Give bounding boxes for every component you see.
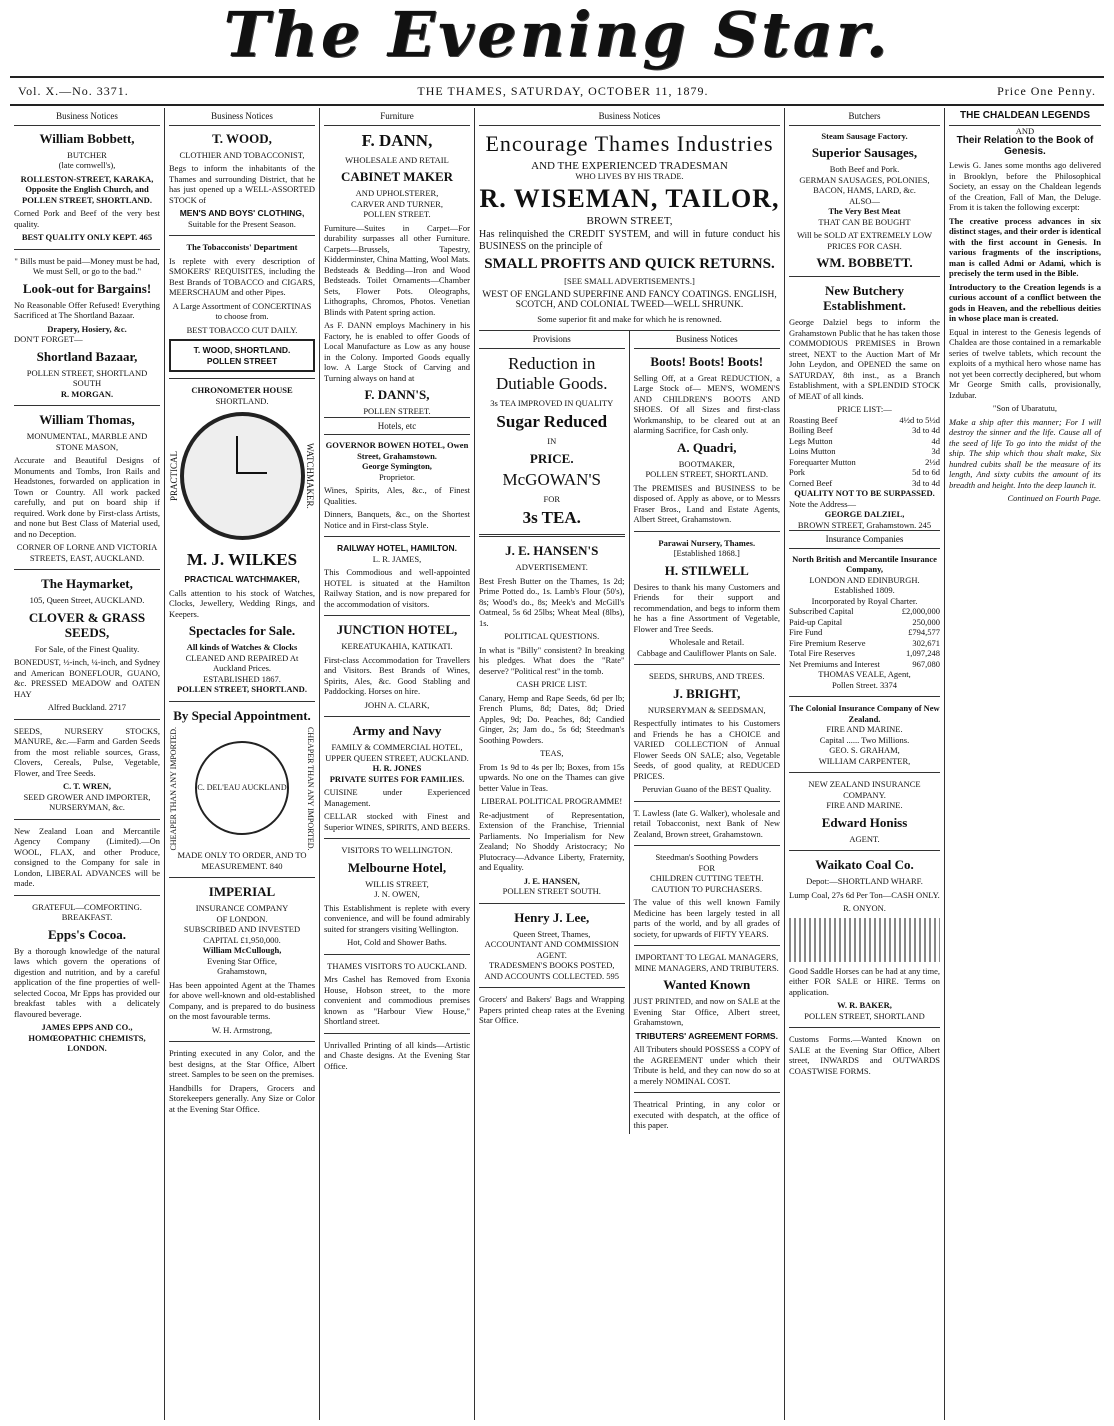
buckland: Alfred Buckland. 2717 [47,702,127,712]
section-header: Business Notices [169,108,315,126]
dann-pollen: POLLEN STREET. [363,209,431,219]
subscribed: SUBSCRIBED AND INVESTED [183,924,301,935]
cellar: CELLAR stocked with Finest and Superior WINES, SPIRITS, AND BEERS. [324,811,471,832]
tributers-body: All Tributers should POSSESS a COPY of the AGREEMENT under which their Tribute is held, and they can now do so at a merely NOMINAL COST. [633,1044,780,1086]
lump-coal: Lump Coal, 27s 6d Per Ton—CASH ONLY. [789,889,940,900]
imperial: IMPERIAL [208,884,276,900]
wilkes-body: Calls attention to his stock of Watches, Clocks, Jewellery, Wedding Rings, and Keepers. [169,587,315,619]
seeds-ad: SEEDS, NURSERY STOCKS, MANURE, &c.—Farm and Garden Seeds from the most reliable sources, Grass, Clovers, Cereals, Pulse, Vegetable, Flower, and Tree Seeds. [14,725,160,778]
est1868: [Established 1868.] [673,548,740,558]
peruvian: Peruvian Guano of the BEST Quality. [642,784,772,794]
army-address: UPPER QUEEN STREET, AUCKLAND. [325,752,469,763]
cash-body: Canary, Hemp and Rape Seeds, 6d per lb; French Plums, 8d; Dates, 8d; Dried Apples, 9d; Do. Peaches, 8d; Candied Ginger, 2s; Jam do., 5s 6d; Steedman's Soothing Powders. [479,692,625,745]
parawai: Parawai Nursery, Thames. [658,537,756,548]
capital-row [789,617,940,628]
army-sub: FAMILY & COMMERCIAL HOTEL, [331,742,463,752]
superior-sausages: Superior Sausages, [811,145,918,160]
capital: CAPITAL £1,950,000. [203,934,281,945]
business-subcolumn [630,331,781,1134]
capital-row-label: Total Fire Reserves [789,648,855,658]
tributers: TRIBUTERS' AGREEMENT FORMS. [635,1030,778,1041]
thomas-address: CORNER OF LORNE AND VICTORIA STREETS, EAST, AUCKLAND. [16,542,158,563]
quadri: A. Quadri, [676,439,737,455]
superior-fit: Some superior fit and make for which he is renowned. [537,313,722,324]
army-navy: Army and Navy [352,723,442,738]
insurance-header: Insurance Companies [789,530,940,549]
price-row [789,457,940,468]
business-header: Business Notices [634,331,781,349]
dann-body2: As F. DANN employs Machinery in his Factory, he is enabled to offer Goods of Local Manufacture as Low as any house in the Colony. Imported Goods equally low. A Large Stock of Carving and Turning always on hand at [324,320,470,383]
capital-row [789,606,940,617]
colonial: The Colonial Insurance Company of New Zealand. [789,703,940,724]
kerer: KEREATUKAHIA, KATIKATI. [341,641,453,651]
mcgowans: McGOWAN'S [502,469,601,489]
column-4 [475,108,785,1420]
wood-body: Begs to inform the inhabitants of the Thames and surrounding District, that he has just opened up a WELL-ASSORTED STOCK of [169,163,315,205]
capital-row-label: Subscribed Capital [789,606,854,616]
dann-name: F. DANN, [361,130,433,150]
mccullough: William McCullough, [202,945,282,956]
honiss: Edward Honiss [821,814,908,830]
proprietor-1: Proprietor. [378,471,416,482]
capital-row [789,627,940,638]
made-to-order: MADE ONLY TO ORDER, AND TO MEASUREMENT. 840 [177,850,307,871]
wiseman-body: Has relinquished the CREDIT SYSTEM, and will in future conduct his BUSINESS on the principle of [479,229,780,252]
chrono-sub: SHORTLAND. [215,395,269,406]
haymarket-address: 105, Queen Street, AUCKLAND. [29,595,145,605]
chaldean-subtitle: Their Relation to the Book of Genesis. [956,135,1094,157]
thomas-trade: MONUMENTAL, MARBLE AND STONE MASON, [26,431,148,452]
dann-sub: WHOLESALE AND RETAIL [345,154,449,165]
who-lives: WHO LIVES BY HIS TRADE. [575,171,684,181]
cabbage: Cabbage and Cauliflower Plants on Sale. [637,647,777,658]
dont-forget: DON'T FORGET— [14,334,83,344]
continued: Continued on Fourth Page. [1007,493,1101,503]
pollen-south: POLLEN STREET SOUTH. [502,886,601,896]
railway-hotel: RAILWAY HOTEL, HAMILTON. [336,543,458,553]
cuisine: CUISINE under Experienced Management. [324,787,470,808]
dinners: Dinners, Banquets, &c., on the Shortest Notice and in First-class Style. [324,509,470,530]
nurseryman: NURSERYMAN & SEEDSMAN, [647,704,766,715]
bazaar-address: POLLEN STREET, SHORTLAND SOUTH [26,367,148,388]
handbills-ad: Handbills for Drapers, Grocers and Storekeepers generally. Any Size or Color at the Evening Star Office. [169,1082,315,1114]
owen: J. N. OWEN, [374,889,420,899]
for: FOR [543,493,561,504]
wood-trade: CLOTHIER AND TOBACCONIST, [179,149,305,160]
capital-rows [789,606,940,669]
danns-address: POLLEN STREET. [363,406,431,416]
capital-row-value: £794,577 [908,627,940,637]
cabinet-maker: CABINET MAKER [340,169,454,184]
price-row-value: 3d [931,446,940,456]
price-rows [789,415,940,489]
watch-illustration [180,412,305,540]
quadri-address: POLLEN STREET, SHORTLAND. [645,469,769,479]
capital-row [789,638,940,649]
london-edin: LONDON AND EDINBURGH. [809,574,920,585]
chrono-house: CHRONOMETER HOUSE [191,385,293,395]
cash-list: CASH PRICE LIST. [516,679,587,689]
section-header: Business Notices [14,108,160,126]
nz-insurance: NEW ZEALAND INSURANCE COMPANY. [808,779,921,800]
james: L. R. JAMES, [372,553,422,564]
cheaper-right: CHEAPER THAN ANY IMPORTED. [306,726,315,851]
all-kinds: All kinds of Watches & Clocks [186,642,298,652]
wren-trade: SEED GROWER AND IMPORTER, NURSERYMAN, &c. [23,791,151,812]
quality: QUALITY NOT TO BE SURPASSED. [794,488,935,498]
evening-star-office: Evening Star Office, [207,955,277,966]
steedman-body: The value of this well known Family Medicine has been largely tested in all parts of the world, and by all grades of society, for upwards of FIFTY YEARS. [633,897,780,939]
chaldean-and: AND [1015,125,1035,136]
bonedust: BONEDUST, ½-inch, ¼-inch, and Sydney and American BONEFLOUR, GUANO, &c. PRESSED MEADOW and OATEN HAY [14,657,160,699]
brown-street: BROWN STREET, [586,214,673,227]
provisions-header: Provisions [479,331,625,349]
grahamstown: Grahamstown, [217,966,267,977]
wood-box [169,339,315,372]
onyon: R. ONYON. [843,903,886,913]
price-row-value: 3d to 4d [912,477,940,488]
epps-footer: JAMES EPPS AND CO., HOMŒOPATHIC CHEMISTS, LONDON. [28,1022,146,1053]
price-list: PRICE LIST:— [837,404,892,414]
german: GERMAN SAUSAGES, POLONIES, [799,174,930,185]
of-london: OF LONDON. [216,913,268,924]
price-row-value: 5d to 6d [912,467,940,477]
agent: AGENT. [849,833,880,844]
dalziel-address: BROWN STREET, Grahamstown. 245 [797,519,932,530]
carpenter: WILLIAM CARPENTER, [818,755,911,766]
epps-heading: Epps's Cocoa. [47,926,127,942]
customs: Customs Forms.—Wanted Known on SALE at the Evening Star Office, Albert street, INWARDS and OUTWARDS COASTWISE FORMS. [789,1034,940,1076]
clover-sub: For Sale, of the Finest Quality. [34,643,140,654]
waikato-coal: Waikato Coal Co. [815,857,914,872]
price-row-label: Corned Beef [789,477,833,488]
wilkes-address: POLLEN STREET, SHORTLAND. [177,684,307,694]
reduction: Reduction in Dutiable Goods. [496,353,608,393]
clark: JOHN A. CLARK, [364,699,430,710]
column-1 [10,108,165,1420]
capital-row-value: 1,097,248 [906,648,940,658]
thomas-body: Accurate and Beautiful Designs of Monuments and Tombs, Iron Rails and Headstones, forwarded on application in Town or Country. All work packed carefully, and put on board ship if required. Work done by First-class Artists, and none but Best Class of Material used, and no Deception. [14,455,160,539]
price: Price One Penny. [997,83,1096,98]
sugar-reduced: Sugar Reduced [496,412,608,431]
price-row-value: 4½d to 5½d [899,414,940,425]
governor-bowen: GOVERNOR BOWEN HOTEL, Owen Street, Grahamstown. [325,440,469,461]
price-row [789,436,940,447]
wood-box-name: T. WOOD, SHORTLAND. [193,345,291,355]
note-address: Note the Address— [789,498,857,509]
both-beef: Both Beef and Pork. [829,164,900,174]
clover-heading: CLOVER & GRASS SEEDS, [28,609,146,640]
capital-row-label: Fire Fund [789,627,823,637]
capital-row-label: Paid-up Capital [789,616,843,627]
capital-row-value: £2,000,000 [901,606,940,616]
epps-body: By a thorough knowledge of the natural laws which govern the operations of digestion and nutrition, and by a careful application of the fine properties of well-selected Cocoa, Mr Epps has provided our breakfast tables with a delicately flavoured beverage. [14,945,160,1019]
dateline [10,76,1104,106]
dalziel-body: George Dalziel begs to inform the Grahamstown Public that he has taken those COMMODIOUS PREMISES in Brown street, NEXT to the Auction Mart of Mr John Leydon, and OPENED the same on SATURDAY, 8th inst., as a Branch Establishment, with a SPLENDID STOCK of MEAT of all kinds. [789,317,940,401]
del-eau-seal: C. DEL'EAU AUCKLAND [195,741,289,835]
horse-illustration [789,918,940,962]
symington: George Symington, [362,461,432,471]
wilkes-name: M. J. WILKES [186,550,298,569]
teas-body: From 1s 9d to 4s per lb; Boxes, from 15s upwards. No one on the Thames can give better Value in Teas. [479,761,625,793]
capital-row-value: 967,080 [912,658,940,669]
unrivalled: Unrivalled Printing of all kinds—Artistic and Chaste designs. At the Evening Star Office. [324,1039,470,1071]
junction-body: First-class Accommodation for Travellers and Visitors. Best Brands of Wines, Spirits, Ales, &c. Good Stabling and Paddocking. Horses on hire. [324,654,470,696]
important: IMPORTANT TO LEGAL MANAGERS, MINE MANAGERS, AND TRIBUTERS. [634,952,779,973]
bazaar-intro: No Reasonable Offer Refused! Everything Sacrificed at The Shortland Bazaar. [14,299,160,320]
butter: Best Fresh Butter on the Thames, 1s 2d; Prime Potted do., 1s. Lamb's Flour (50's), 8s; Wood's do., 8s; Meek's and McGill's Oatmeal, 5s 6d 25lbs; Wheat Meal (8lbs), 1s. [479,575,625,628]
column-7 [945,108,1105,1420]
cleaned: CLEANED AND REPAIRED At Auckland Prices. [185,652,299,673]
queen-st: Queen Street, Thames, [513,928,591,939]
drapery: Drapery, Hosiery, &c. [47,323,127,334]
column-3 [320,108,475,1420]
wren-name: C. T. WREN, [63,781,111,791]
section-header: Furniture [324,108,470,126]
teas: TEAS, [540,748,564,758]
dalziel: GEORGE DALZIEL, [824,509,905,519]
column-2 [165,108,320,1420]
encourage-heading: Encourage Thames Industries [485,130,774,156]
armstrong: W. H. Armstrong, [211,1024,273,1035]
mens-sub: Suitable for the Present Season. [188,218,296,229]
price-row-label: Legs Mutton [789,435,833,446]
very-best: The Very Best Meat [828,206,901,216]
liberal-body: Re-adjustment of Representation, Extension of the Franchise, Triennial Parliaments. No Imperialism for New Zealand; No Shoddy Aristocracy; No Plutocracy—Advance Liberty, Fraternity, and Equality. [479,809,625,872]
breakfast: BREAKFAST. [61,912,113,922]
private-suites: PRIVATE SUITES FOR FAMILIES. [329,773,465,784]
capital-two: Capital ...... Two Millions. [819,734,910,745]
price-row-value: 3d to 4d [912,425,940,435]
bobbett-body: Corned Pork and Beef of the very best quality. [14,208,160,229]
grateful: GRATEFUL—COMFORTING. [32,901,142,912]
caution: CAUTION TO PURCHASERS. [651,883,762,894]
wilkes-trade: PRACTICAL WATCHMAKER, [184,574,300,584]
thomas-name: William Thomas, [39,412,135,427]
columns [10,108,1106,1420]
hansen: J. E. HANSEN'S [505,543,599,558]
baker-address: POLLEN STREET, SHORTLAND [804,1010,925,1021]
visitors-auckland: THAMES VISITORS TO AUCKLAND. [327,960,467,971]
column-6 [785,108,945,1420]
poem: Make a ship after this manner; For I will destroy the sinner and the life. Cause all of the seed of life To go into the midst of the ship. The ship which thou shalt make, Six hundred cubits shall be the measure of its length, And sixty cubits the amount of its breadth and height. Into the deep launch it. [949,416,1101,490]
wines: Wines, Spirits, Ales, &c., of Finest Qualities. [324,485,470,506]
advert: ADVERTISEMENT. [515,562,588,572]
wanted-known: Wanted Known [663,977,751,992]
wiseman-name: R. WISEMAN, TAILOR, [479,183,780,213]
price-row [789,415,940,426]
section-header: Butchers [789,108,940,126]
steedman: Steedman's Soothing Powders [655,852,759,862]
wholesale: Wholesale and Retail. [669,637,745,647]
capital-row-value: 302,671 [912,637,940,648]
capital-row-label: Fire Premium Reserve [789,637,866,648]
saddle-horses: Good Saddle Horses can be had at any time, either FOR SALE or HIRE. Terms on application. [789,965,940,997]
practical-side: PRACTICAL [169,450,179,501]
west-england: WEST OF ENGLAND SUPERFINE AND FANCY COATINGS. ENGLISH, SCOTCH, AND COLONIAL TWEED—WELL SHRUNK. [482,289,777,310]
special-appointment: By Special Appointment. [173,707,311,723]
bobbett-footer: BEST QUALITY ONLY KEPT. 465 [21,232,153,242]
insurance-co: INSURANCE COMPANY [195,903,289,914]
chaldean-body-1: Lewis G. Janes some months ago delivered in Brooklyn, before the Philosophical Society, an essay on the Chaldean legends of the Creation, Fall of Man, the Deluge. From it is taken the following excerpt: [949,160,1101,212]
est1809: Established 1809. [834,585,895,595]
liberal: LIBERAL POLITICAL PROGRAMME! [481,796,623,806]
volume-number: Vol. X.—No. 3371. [18,83,129,98]
junction-hotel: JUNCTION HOTEL, [336,622,458,637]
also: ALSO— [849,195,880,206]
masthead [0,0,1114,70]
see-small: [SEE SMALL ADVERTISEMENTS.] [564,276,695,286]
chaldean-body-3: Introductory to the Creation legends is a curious account of a conflict between the gods in Heaven, and the rebellious deities in whose place man is created. [949,281,1101,323]
sold: Will be SOLD AT EXTREMELY LOW PRICES FOR CASH. [796,230,933,251]
dann-body: Furniture—Suites in Carpet—For durability surpasses all other Furniture. Carpets—Brussels, Tapestry, Kidderminster, China Matting, Wool Mats. Bedsteads & Bedding—Iron and Wood Bedsteads. Toilet Ornaments—Chamber Sets, Flower Pots. Oleographs, Lithographs, Chromos, Photos. Venetian Blinds with Patent spring action. [324,222,470,317]
bobbett-trade: BUTCHER [67,149,107,160]
haymarket-name: The Haymarket, [41,576,133,591]
tradesmen: TRADESMEN'S BOOKS POSTED, AND ACCOUNTS COLLECTED. 595 [484,960,620,981]
royal: Incorporated by Royal Charter. [811,595,918,606]
tob-dept: The Tobacconists' Department [186,242,298,252]
mens-clothing: MEN'S AND BOYS' CLOTHING, [179,208,305,218]
accountant: ACCOUNTANT AND COMMISSION AGENT. [484,939,619,960]
new-butchery: New Butchery Establishment. [823,283,906,313]
small-profits: SMALL PROFITS AND QUICK RETURNS. [484,256,775,272]
lawless: T. Lawless (late G. Walker), wholesale and retail Tobacconist, next Bank of New Zealand, Brown street, Grahamstown. [633,807,780,839]
spectacles: Spectacles for Sale. [188,623,296,638]
price-row [789,446,940,457]
established: ESTABLISHED 1867. [203,673,281,684]
price-row [789,425,940,436]
railway-body: This Commodious and well-appointed HOTEL is situated at the Hamilton Railway Station, and is now prepared for the accommodation of visitors. [324,567,470,609]
lookout-heading: Look-out for Bargains! [22,280,152,296]
depot: Depot:—SHORTLAND WHARF. [806,876,923,886]
agent-body: Has been appointed Agent at the Thames for above well-known and old-established Company, and is prepared to do business on the most favourable terms. [169,979,315,1022]
grocers: Grocers' and Bakers' Bags and Wrapping Papers printed cheap rates at the Evening Star Office. [479,994,625,1025]
melbourne-hotel: Melbourne Hotel, [347,859,447,875]
bazaar-name: Shortland Bazaar, [36,348,138,364]
price-row-label: Boiling Beef [789,425,833,435]
seeds-shrubs: SEEDS, SHRUBS, AND TREES. [648,671,765,681]
danns: F. DANN'S, [364,387,430,402]
political-body: In what is "Billy" consistent? In breaking his pledges. What does the "Rate" deserve? "Political rest" in the tomb. [479,644,625,676]
capital-row [789,648,940,659]
bright: J. BRIGHT, [673,685,741,701]
just-printed: JUST PRINTED, and now on SALE at the Evening Star Office, Albert street, Grahamstown, [633,996,780,1027]
for2: FOR [698,862,716,873]
chaldean-body-4: Equal in interest to the Genesis legends of Chaldea are those contained in a remarkable series of twelve tablets, which recount the exploits of a mythical hero whose name has not yet been correctly deciphered, but whom Mr George Smith calls, provisionally, Izdubar. [949,326,1101,400]
bills-note: " Bills must be paid—Money must be had, We must Sell, or go to the bad." [14,255,160,276]
morgan: R. MORGAN. [60,388,114,399]
cheaper-left: CHEAPER THAN ANY IMPORTED. [169,726,178,851]
wood-box-street: POLLEN STREET [206,355,278,366]
price-row [789,478,940,489]
experienced: AND THE EXPERIENCED TRADESMAN [531,159,728,172]
veale: THOMAS VEALE, Agent, [818,669,911,679]
price-row [789,467,940,478]
baker: W. R. BAKER, [837,1000,892,1010]
watchmaker-side: WATCHMAKER. [305,443,315,509]
best-tobacco: BEST TOBACCO CUT DAILY. [186,324,298,335]
stilwell-body: Desires to thank his many Customers and Friends for their support and recommendation, and begs to inform them he has a fine Assortment of Vegetable, Flower and Tree Seeds. [633,581,780,634]
premises: The PREMISES and BUSINESS to be disposed of. Apply as above, or to Messrs Fraser Bros., Land and Estate Agents, Albert Street, Grahamstown. [633,482,780,524]
printing-ad: Printing executed in any Color, and the best designs, at the Star Office, Albert street. Samples to be seen on the premises. [169,1048,315,1080]
boots-body: Selling Off, at a Great REDUCTION, a Large Stock of— MEN'S, WOMEN'S AND CHILDREN'S BOOTS AND SHOES. Of all Sizes and first-class Workmanship, to be cleared out at an alarming Sacrifice, for Cash only. [633,372,780,435]
tea-improved: 3s TEA IMPROVED IN QUALITY [490,397,614,408]
theatrical: Theatrical Printing, in any color or executed with despatch, at the office of this paper. [633,1099,780,1130]
price-row-value: 2½d [925,456,940,467]
veale-address: Pollen Street. 3374 [832,679,897,690]
nz-loan: New Zealand Loan and Mercantile Agency Company (Limited).—On WOOL, FLAX, and other Produce, consigned to the Company for sale in London, LIBERAL ADVANCES will be made. [14,825,160,888]
upholsterer: AND UPHOLSTERER, [355,188,439,198]
chaldean-title: THE CHALDEAN LEGENDS [949,108,1101,126]
poem-title: "Son of Ubaratutu, [992,403,1058,413]
price-word: PRICE. [529,450,574,466]
children: CHILDREN CUTTING TEETH. [650,873,764,883]
steam-sausage: Steam Sausage Factory. [821,130,908,141]
place-date: THE THAMES, SATURDAY, OCTOBER 11, 1879. [417,83,709,98]
tob-body: Is replete with every description of SMOKERS' REQUISITES, including the Best Brands of TOBACCO and CIGARS, MEERSCHAUM and other Pipes. [169,255,315,297]
jones: H. R. JONES [372,763,422,773]
cashel: Mrs Cashel has Removed from Exonia House, Hobson street, to the more convenient and commodious premises known as "Harbour View House," Shortland street. [324,974,470,1026]
can-be: THAT CAN BE BOUGHT [818,216,911,227]
bobbett-name: William Bobbett, [39,130,135,146]
bobbett-address: ROLLESTON-STREET, KARAKA, Opposite the English Church, and POLLEN STREET, SHORTLAND. [20,173,154,205]
concertinas: A Large Assortment of CONCERTINAS to choose from. [172,300,312,321]
bobbett-late: (late cornwell's), [58,160,116,170]
capital-row-value: 250,000 [912,616,940,627]
graham: GEO. S. GRAHAM, [829,745,900,755]
hansen2: J. E. HANSEN, [523,875,580,886]
visitors-wellington: VISITORS TO WELLINGTON. [341,845,453,855]
wm-bobbett: WM. BOBBETT. [816,255,913,270]
price-row-value: 4d [931,435,940,446]
capital-row-label: Net Premiums and Interest [789,658,880,669]
price-row-label: Forequarter Mutton [789,456,856,467]
political: POLITICAL QUESTIONS. [504,631,600,641]
chaldean-body-2: The creative process advances in six distinct stages, and their order is identical with the first account in Genesis. In various fragments of the inscriptions, man is called Admi or Adami, which is precisely the term used in the Bible. [949,215,1101,278]
price-row-label: Pork [789,467,806,477]
provisions-column [479,331,630,1134]
stilwell: H. STILWELL [664,562,749,578]
north-british: North British and Mercantile Insurance Company, [792,553,937,574]
hotels-header: Hotels, etc [324,417,470,436]
capital-row [789,659,940,670]
willis-street: WILLIS STREET, [365,878,429,889]
lee: Henry J. Lee, [514,909,590,925]
bright-body: Respectfully intimates to his Customers and Friends he has a CHOICE and VARIED COLLECTION of Annual Flower Seeds ON SALE; also, Vegetable Seeds, of good quality, at REDUCED PRICES. [633,718,780,781]
tea: 3s TEA. [522,508,581,527]
bacon: BACON, HAMS, LARD, &c. [813,185,916,195]
price-row-label: Loins Mutton [789,446,836,456]
wood-name: T. WOOD, [212,130,272,146]
price-row-label: Roasting Beef [789,414,838,425]
fire-marine: FIRE AND MARINE. [826,724,903,734]
melbourne-body: This Establishment is replete with every convenience, and will be found admirably suited for strangers visiting Wellington. [324,902,470,934]
hot-cold: Hot, Cold and Shower Baths. [347,937,447,947]
in: IN [547,436,557,446]
carver: CARVER AND TURNER, [351,198,443,209]
newspaper-title: The Evening Star. [223,0,891,71]
bootmaker: BOOTMAKER, [678,458,735,469]
boots: Boots! Boots! Boots! [650,353,764,369]
section-header: Business Notices [479,108,780,126]
fire-marine-2: FIRE AND MARINE. [826,800,903,810]
